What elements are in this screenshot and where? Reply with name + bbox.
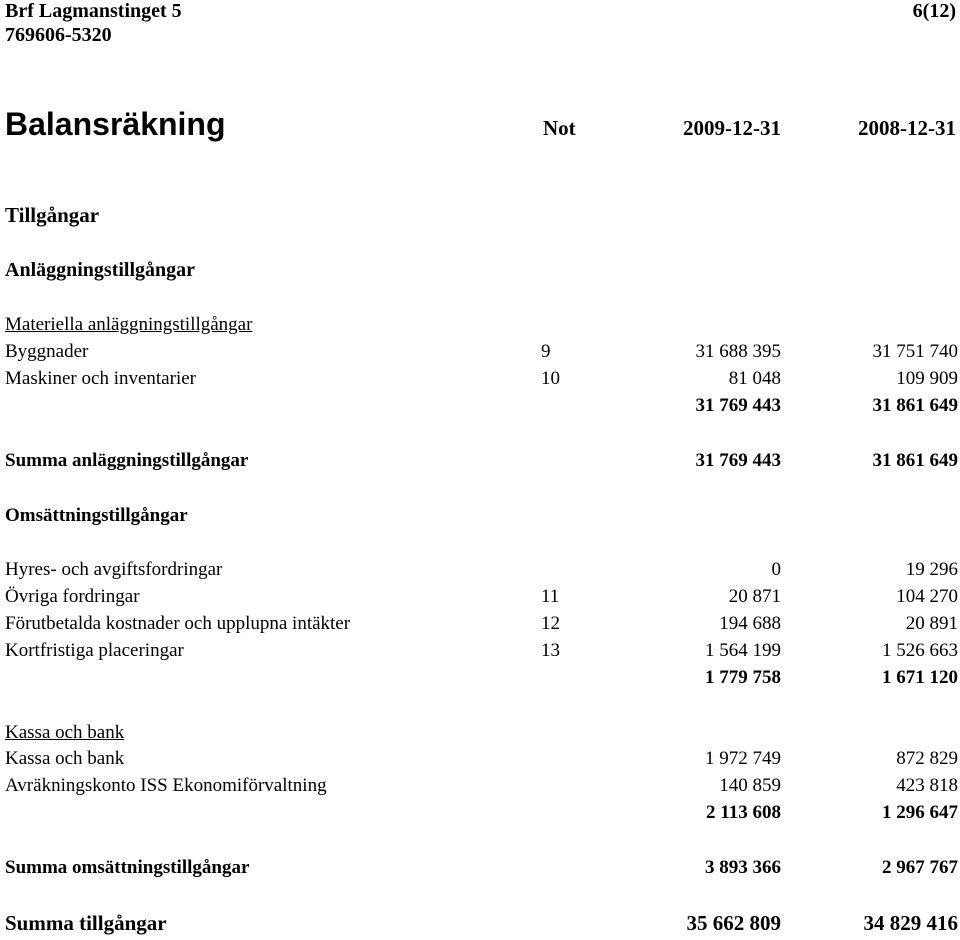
row-value-2008: 34 829 416 [863,911,958,935]
subsection-tangible: Materiella anläggningstillgångar [5,314,253,335]
row-value-2009: 140 859 [719,775,781,796]
row-value-2009: 1 972 749 [705,748,781,769]
row-value-2008: 2 967 767 [882,857,958,878]
table-row [0,368,960,394]
row-value-2009: 1 564 199 [705,640,781,661]
row-label: Byggnader [5,341,89,362]
row-value-2009: 0 [771,559,781,580]
row-value-2009: 20 871 [728,586,781,607]
row-label: Avräkningskonto ISS Ekonomiförvaltning [5,775,327,796]
table-row [0,748,960,774]
table-row [0,341,960,367]
row-note: 10 [541,368,560,389]
row-value-2009: 194 688 [719,613,781,634]
row-label: Summa tillgångar [5,911,167,935]
section-assets: Tillgångar [5,203,100,227]
row-value-2008: 423 818 [896,775,958,796]
row-value-2009: 31 769 443 [695,450,781,471]
row-value-2008: 104 270 [896,586,958,607]
subtotal-2008: 1 671 120 [882,667,958,688]
subtotal-2008: 1 296 647 [882,802,958,823]
sum-row [0,857,960,883]
row-note: 11 [541,586,560,607]
row-label: Kortfristiga placeringar [5,640,184,661]
row-label: Förutbetalda kostnader och upplupna intäkter [5,613,351,634]
row-label: Hyres- och avgiftsfordringar [5,559,223,580]
row-value-2009: 3 893 366 [705,857,781,878]
subsection-cash: Kassa och bank [5,722,125,743]
subtotal-row [0,395,960,421]
column-header-note: Not [543,116,576,140]
subtotal-2008: 31 861 649 [872,395,958,416]
row-note: 13 [541,640,560,661]
row-note: 12 [541,613,560,634]
table-row [0,775,960,801]
row-value-2008: 31 861 649 [872,450,958,471]
table-row [0,559,960,585]
row-label: Kassa och bank [5,748,125,769]
section-fixed-assets: Anläggningstillgångar [5,259,196,281]
row-label: Maskiner och inventarier [5,368,196,389]
column-header-2008: 2008-12-31 [858,116,956,140]
org-number: 769606-5320 [5,24,112,46]
total-row [0,911,960,940]
table-row [0,586,960,612]
row-value-2009: 35 662 809 [686,911,781,935]
subtotal-2009: 31 769 443 [695,395,781,416]
row-value-2008: 872 829 [896,748,958,769]
subtotal-2009: 1 779 758 [705,667,781,688]
row-label: Övriga fordringar [5,586,140,607]
page-number: 6(12) [912,0,956,22]
row-label: Summa omsättningstillgångar [5,857,250,878]
row-value-2008: 109 909 [896,368,958,389]
row-value-2008: 19 296 [905,559,958,580]
row-value-2008: 1 526 663 [882,640,958,661]
row-value-2009: 31 688 395 [695,341,781,362]
subtotal-row [0,667,960,693]
column-header-2009: 2009-12-31 [683,116,781,140]
row-value-2008: 31 751 740 [872,341,958,362]
section-current-assets: Omsättningstillgångar [5,505,188,526]
sum-row [0,450,960,476]
row-value-2008: 20 891 [905,613,958,634]
page-title: Balansräkning [5,106,226,142]
org-name: Brf Lagmanstinget 5 [5,0,182,22]
row-value-2009: 81 048 [728,368,781,389]
subtotal-2009: 2 113 608 [706,802,781,823]
table-row [0,640,960,666]
row-label: Summa anläggningstillgångar [5,450,249,471]
subtotal-row [0,802,960,828]
table-row [0,613,960,639]
row-note: 9 [541,341,551,362]
